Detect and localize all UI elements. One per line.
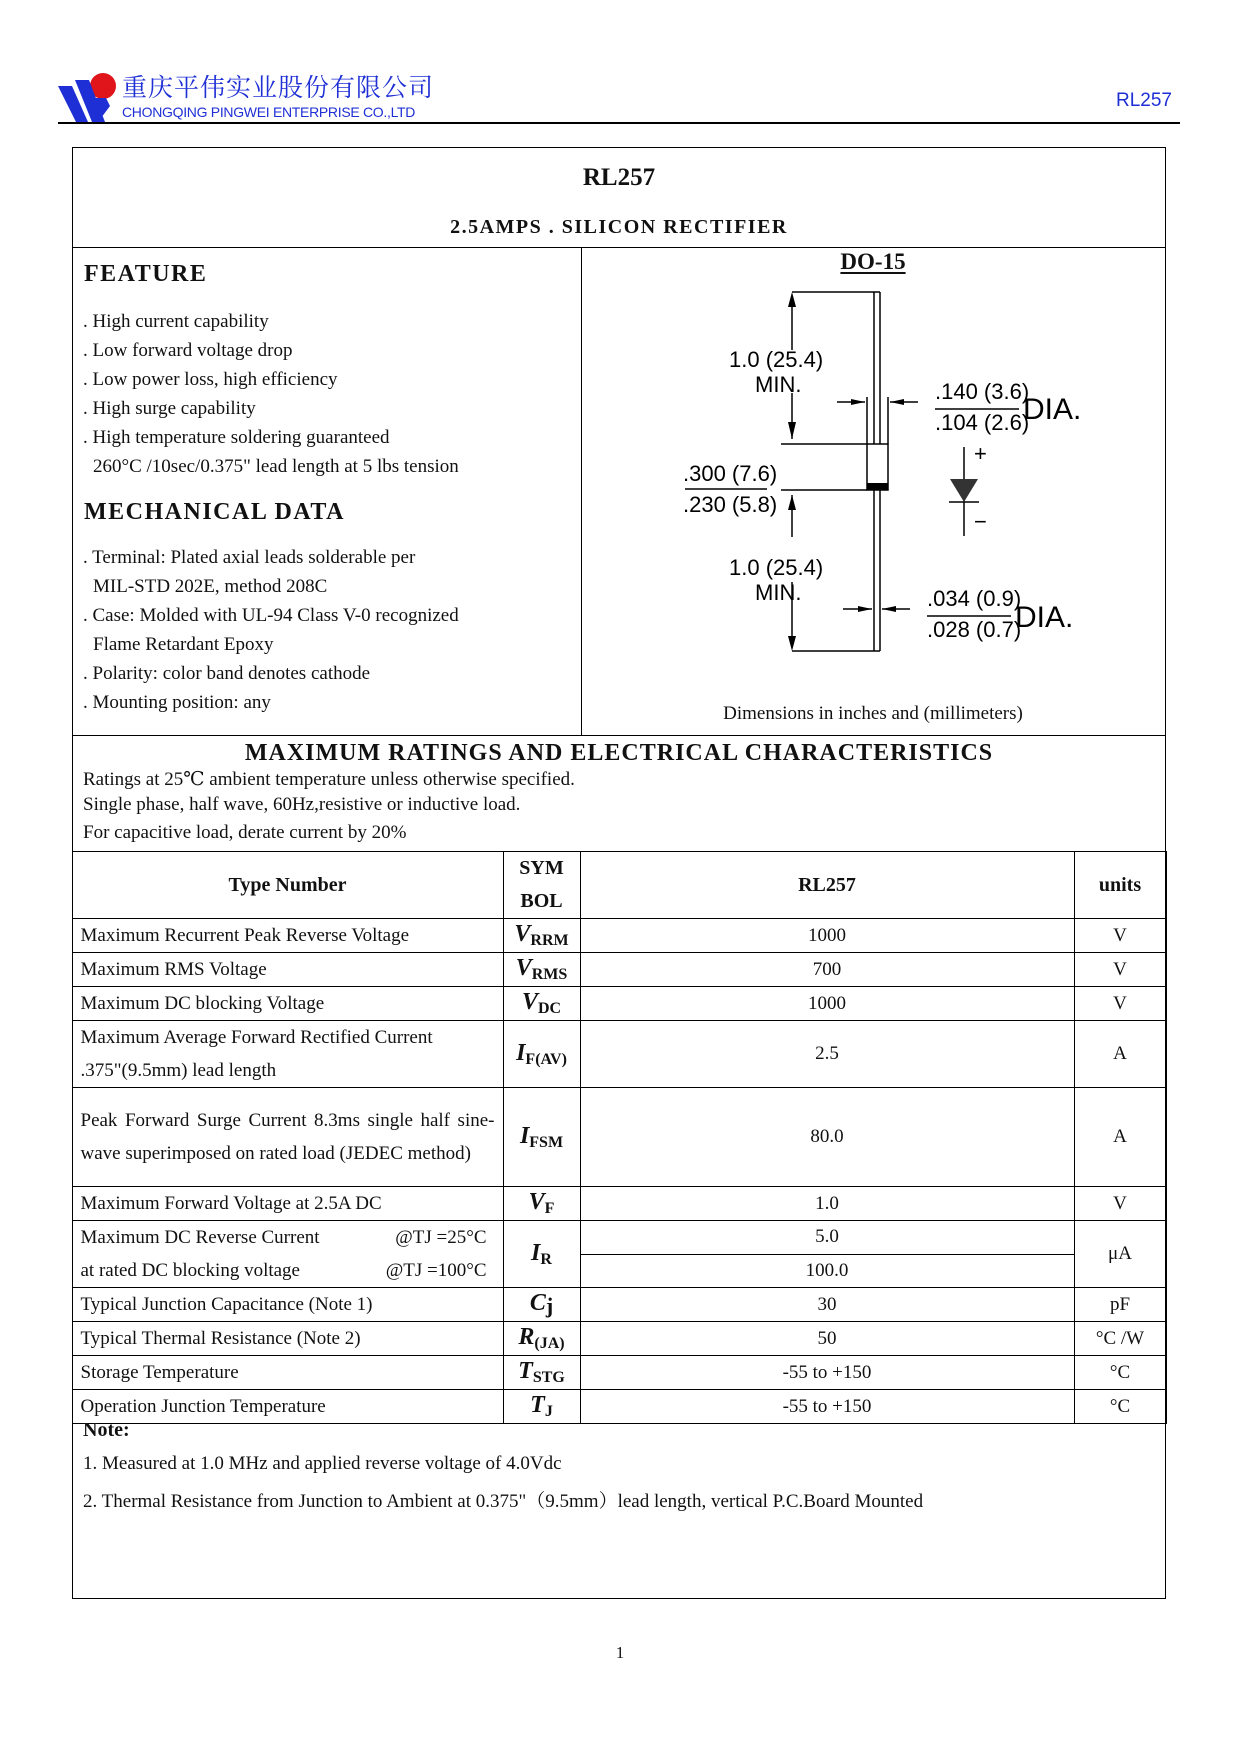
company-name-chinese: 重庆平伟实业股份有限公司 [122,73,435,102]
mechanical-list [83,543,459,717]
package-section [581,247,1165,735]
table-row: Maximum Average Forward Rectified Current .375"(9.5mm) lead length $I_{F(AV)}$ 2.5 A [72,1021,1166,1088]
symbol: $V_{DC}$ [503,987,580,1021]
lead-dia-min: .028 (0.7) [927,617,1022,642]
symbol: $V_{RRM}$ [503,919,580,953]
header-symbol: SYM BOL [503,852,580,919]
features-section [73,247,582,735]
table-row: Typical Thermal Resistance (Note 2) $R_{(JA)}$ 50 °C /W [72,1322,1166,1356]
lead-length-top-label: 1.0 (25.4) [729,347,824,372]
feature-item: . Low forward voltage drop [83,340,293,361]
mechanical-item: Flame Retardant Epoxy [93,634,274,655]
lead-length-top-min: MIN. [755,372,802,397]
feature-item: . Low power loss, high efficiency [83,369,338,390]
table-row: Maximum Recurrent Peak Reverse Voltage $V_{RRM}$ 1000 V [72,919,1166,953]
header-units: units [1074,852,1166,919]
datasheet-frame [72,147,1166,1599]
title-section [73,148,1165,248]
lead-length-bottom-label: 1.0 (25.4) [729,555,824,580]
feature-item: 260°C /10sec/0.375" lead length at 5 lbs tension [93,456,459,477]
lead-dia-max: .034 (0.9) [927,586,1022,611]
header-part-number: RL257 [1116,90,1172,111]
symbol: $I_R$ [503,1221,580,1288]
ratings-table [72,851,1167,1424]
mechanical-item: . Mounting position: any [83,692,271,713]
note-item: 2. Thermal Resistance from Junction to Ambient at 0.375"（9.5mm）lead length, vertical P.C.Board Mounted [83,1491,924,1512]
notes-heading: Note: [83,1419,130,1441]
feature-item: . High surge capability [83,398,256,419]
feature-item: . High current capability [83,311,269,332]
header-part: RL257 [580,852,1074,919]
header-divider [58,122,1180,124]
symbol: $T_J$ [503,1390,580,1424]
part-title: RL257 [582,164,656,191]
table-row: Maximum RMS Voltage $V_{RMS}$ 700 V [72,953,1166,987]
feature-item: . High temperature soldering guaranteed [83,427,390,448]
feature-heading: FEATURE [84,261,208,287]
mechanical-heading: MECHANICAL DATA [84,499,345,525]
package-caption: Dimensions in inches and (millimeters) [723,703,1023,724]
ratings-heading: MAXIMUM RATINGS AND ELECTRICAL CHARACTERISTICS [244,740,994,766]
table-row: Maximum DC blocking Voltage $V_{DC}$ 1000 V [72,987,1166,1021]
table-row: Operation Junction Temperature $T_J$ -55 to +150 °C [72,1390,1166,1424]
table-row: Maximum DC Reverse Current @TJ =25°C at rated DC blocking voltage @TJ =100°C $I_R$ 5.0 μA [72,1221,1166,1255]
package-outline-drawing [581,247,1165,735]
company-logo-icon [58,70,116,122]
body-dia-label: DIA. [1023,393,1082,426]
body-len-min: .230 (5.8) [683,492,778,517]
note-item: 1. Measured at 1.0 MHz and applied reverse voltage of 4.0Vdc [83,1453,562,1474]
anode-plus-icon: + [974,441,987,466]
symbol: $T_{STG}$ [503,1356,580,1390]
mechanical-item: . Case: Molded with UL-94 Class V-0 recognized [83,605,459,626]
table-header-row [72,852,1166,919]
table-row: Storage Temperature $T_{STG}$ -55 to +150 °C [72,1356,1166,1390]
ratings-section [73,735,1165,853]
symbol: $V_F$ [503,1187,580,1221]
table-row: Peak Forward Surge Current 8.3ms single half sine-wave superimposed on rated load (JEDEC method) $I_{FSM}$ 80.0 A [72,1088,1166,1187]
mechanical-item: . Terminal: Plated axial leads solderable per [83,547,416,568]
mechanical-item: . Polarity: color band denotes cathode [83,663,371,684]
feature-list [83,307,459,481]
symbol: $V_{RMS}$ [503,953,580,987]
ratings-condition: Single phase, half wave, 60Hz,resistive or inductive load. [83,794,521,815]
symbol: $C_j$ [503,1288,580,1322]
lead-dia-label: DIA. [1015,601,1074,634]
table-row: Maximum Forward Voltage at 2.5A DC $V_F$ 1.0 V [72,1187,1166,1221]
symbol: $I_{F(AV)}$ [503,1021,580,1088]
page-number: 1 [615,1643,625,1662]
ratings-condition: Ratings at 25℃ ambient temperature unless otherwise specified. [83,769,575,790]
body-dia-max: .140 (3.6) [935,379,1030,404]
symbol: $I_{FSM}$ [503,1088,580,1187]
body-dia-min: .104 (2.6) [935,410,1030,435]
table-row: 100.0 [72,1254,1166,1288]
package-name: DO-15 [840,249,906,274]
symbol: $R_{(JA)}$ [503,1322,580,1356]
company-name-english: CHONGQING PINGWEI ENTERPRISE CO.,LTD [122,104,416,120]
ratings-condition: For capacitive load, derate current by 20% [83,822,407,843]
header-type-number: Type Number [72,852,503,919]
cathode-minus-icon: − [974,509,987,534]
mechanical-item: MIL-STD 202E, method 208C [93,576,328,597]
table-row: Typical Junction Capacitance (Note 1) $C_j$ 30 pF [72,1288,1166,1322]
body-len-max: .300 (7.6) [683,461,778,486]
page-header [58,66,1180,124]
part-subtitle: 2.5AMPS . SILICON RECTIFIER [450,216,788,238]
lead-length-bottom-min: MIN. [755,580,802,605]
